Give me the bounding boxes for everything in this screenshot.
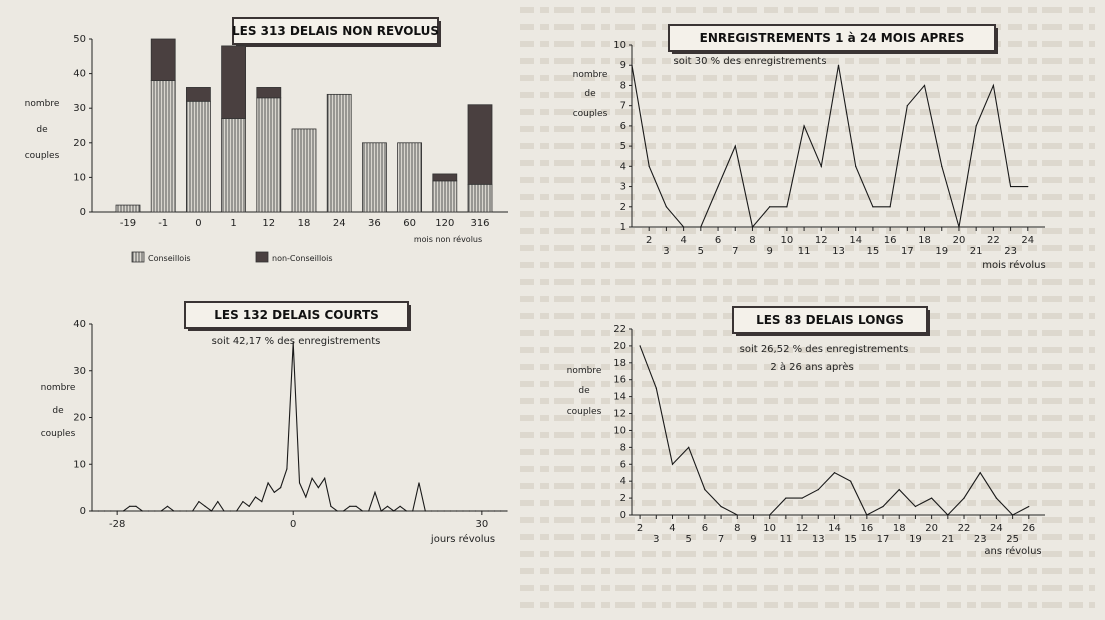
x-tick-label: 17 [876,534,890,545]
data-point [98,510,99,511]
bar-non-conseillois [257,87,281,97]
y-tick-label: 10 [613,40,626,51]
bar-conseillois [292,129,316,212]
data-point [818,489,819,490]
x-tick-label: 13 [832,246,845,257]
y-axis-label: nombre [566,366,602,376]
chart-subtitle: soit 26,52 % des enregistrements [739,344,909,355]
data-point [947,514,948,515]
bar-conseillois [116,205,140,212]
data-point [129,506,130,507]
data-point [267,482,268,483]
data-point [123,510,124,511]
y-axis-label: de [584,89,596,99]
data-point [110,510,111,511]
x-tick-label: 11 [797,246,811,257]
x-tick-label: 22 [957,523,971,534]
data-point [506,510,507,511]
x-tick-label: 12 [795,523,809,534]
y-tick-label: 2 [619,201,626,213]
x-tick-label: 4 [680,235,687,246]
bar-conseillois [222,119,246,212]
x-tick-label: 16 [860,523,874,534]
data-point [855,166,856,167]
bar-conseillois [362,143,386,212]
y-tick-label: 14 [613,391,626,403]
data-point [311,478,312,479]
x-tick-label: -1 [158,218,169,229]
x-tick-label: 0 [195,218,202,229]
data-point [752,226,753,227]
x-tick-label: 24 [990,523,1003,534]
y-axis-label: de [36,125,48,135]
y-tick-label: 4 [619,476,626,488]
data-point [907,105,908,106]
bar-non-conseillois [151,39,175,81]
data-point [205,506,206,507]
data-point [117,510,118,511]
x-tick-label: 7 [717,534,725,545]
chart-delais-non-revolus [25,18,508,263]
data-point [387,506,388,507]
data-point [475,510,476,511]
x-tick-label: 19 [935,246,949,257]
x-tick-label: 2 [636,523,644,534]
data-point [412,510,413,511]
data-point [437,510,438,511]
data-point [996,497,997,498]
data-point [418,482,419,483]
bar-conseillois [257,98,281,212]
x-tick-label: 60 [403,218,416,229]
data-point [142,510,143,511]
chart-title: LES 83 DELAIS LONGS [756,313,904,327]
x-tick-label: 316 [470,218,490,229]
data-point [1028,506,1029,507]
y-tick-label: 4 [619,161,626,173]
data-point [274,492,275,493]
bar-conseillois [468,184,492,212]
data-point [494,510,495,511]
data-point [769,206,770,207]
y-tick-label: 8 [619,442,626,454]
data-point [186,510,187,511]
data-point [135,506,136,507]
data-point [400,506,401,507]
x-tick-label: 18 [297,218,311,229]
y-tick-label: 0 [79,506,86,517]
y-tick-label: 8 [619,80,626,92]
x-tick-label: 20 [952,235,966,246]
y-tick-label: 30 [73,103,86,115]
data-point [286,468,287,469]
y-tick-label: 9 [619,60,626,72]
data-point [179,510,180,511]
data-point [330,506,331,507]
bar-conseillois [433,181,457,212]
data-point [915,506,916,507]
bar-conseillois [151,81,175,212]
data-point [280,487,281,488]
bar-non-conseillois [468,105,492,185]
data-point [786,206,787,207]
x-tick-label: 18 [892,523,906,534]
x-tick-label: 14 [849,235,863,246]
data-point [688,447,689,448]
x-axis-label: mois non révolus [413,235,483,244]
chart-title: ENREGISTREMENTS 1 à 24 MOIS APRES [699,31,965,45]
bar-non-conseillois [433,174,457,181]
data-point [450,510,451,511]
bar-non-conseillois [222,46,246,119]
y-axis-label: de [52,406,64,416]
x-tick-label: -28 [108,519,126,530]
y-axis-label: couples [40,429,76,439]
y-tick-label: 22 [613,324,626,335]
data-point [381,510,382,511]
bar-conseillois [186,101,210,212]
data-point [803,125,804,126]
y-tick-label: 3 [619,181,626,193]
data-point [173,510,174,511]
x-axis-label: ans révolus [984,546,1042,557]
x-tick-label: 14 [828,523,841,534]
data-point [720,506,721,507]
bar-non-conseillois [186,87,210,101]
data-point [753,514,754,515]
data-point [431,510,432,511]
y-axis-label: nombre [40,383,76,393]
y-tick-label: 16 [613,374,626,386]
data-point [349,506,350,507]
data-point [872,206,873,207]
x-tick-label: 10 [780,235,794,246]
y-tick-label: 7 [619,100,626,112]
x-tick-label: 22 [987,235,1000,246]
data-point [993,85,994,86]
x-tick-label: 2 [646,235,653,246]
data-point [834,472,835,473]
y-axis-label: couples [572,109,608,119]
data-point [148,510,149,511]
y-tick-label: 20 [73,137,86,149]
data-point [337,510,338,511]
data-point [444,510,445,511]
chart-2 [41,302,508,545]
data-point [704,489,705,490]
data-point [406,510,407,511]
data-point [958,226,959,227]
x-tick-label: 3 [663,246,670,257]
x-tick-label: 10 [763,523,777,534]
data-point [368,510,369,511]
data-point [456,510,457,511]
data-point [656,388,657,389]
y-tick-label: 18 [613,357,626,369]
x-tick-label: 6 [701,523,709,534]
y-tick-label: 6 [619,459,626,471]
x-tick-label: 21 [941,534,955,545]
data-point [261,501,262,502]
y-tick-label: 40 [73,319,86,330]
data-point [192,510,193,511]
x-tick-label: 19 [909,534,922,545]
data-point [631,65,632,66]
data-point [717,186,718,187]
x-tick-label: 25 [1006,534,1019,545]
data-point [737,514,738,515]
y-tick-label: 10 [613,425,626,437]
data-line [92,343,507,511]
data-point [362,510,363,511]
data-point [866,514,867,515]
data-point [324,478,325,479]
chart-subtitle: soit 42,17 % des enregistrements [211,336,381,347]
x-axis-label: jours révolus [430,534,496,545]
data-point [217,501,218,502]
chart-title: LES 132 DELAIS COURTS [214,308,379,322]
x-tick-label: 5 [697,246,705,257]
x-tick-label: 9 [750,534,757,545]
x-tick-label: 23 [1004,246,1017,257]
data-point [161,510,162,511]
data-point [941,166,942,167]
data-point [963,497,964,498]
data-point [882,506,883,507]
y-tick-label: 0 [619,510,626,521]
data-point [481,510,482,511]
legend-swatch-non-conseillois [256,252,268,262]
data-point [104,510,105,511]
data-point [838,65,839,66]
y-tick-label: 10 [73,459,86,471]
x-tick-label: 15 [866,246,880,257]
legend-swatch-conseillois [132,252,144,262]
y-tick-label: 20 [613,340,626,352]
y-tick-label: 30 [73,365,86,377]
data-point [242,501,243,502]
x-tick-label: 11 [779,534,793,545]
y-tick-label: 1 [619,222,626,233]
data-point [343,510,344,511]
data-point [769,514,770,515]
x-tick-label: 6 [714,235,722,246]
data-point [500,510,501,511]
data-point [91,510,92,511]
x-tick-label: 15 [844,534,858,545]
y-axis-label: nombre [24,99,60,109]
x-tick-label: 16 [883,235,897,246]
x-tick-label: 3 [653,534,660,545]
chart-subtitle-2: 2 à 26 ans après [770,362,854,373]
bar-conseillois [398,143,422,212]
x-tick-label: 7 [732,246,739,257]
x-tick-label: 24 [1021,235,1035,246]
x-tick-label: 8 [734,523,741,534]
data-point [700,226,701,227]
legend-label-non-conseillois: non-Conseillois [272,254,333,263]
data-point [462,510,463,511]
data-point [801,497,802,498]
data-point [1027,186,1028,187]
chart-title: LES 313 DELAIS NON REVOLUS [231,24,440,38]
x-axis-label: mois révolus [982,260,1046,271]
y-axis-label: couples [24,151,60,161]
y-tick-label: 12 [613,408,626,420]
chart-subtitle: soit 30 % des enregistrements [673,56,827,67]
data-point [249,506,250,507]
y-tick-label: 20 [73,412,86,424]
x-tick-label: 12 [262,218,276,229]
data-point [980,472,981,473]
data-point [488,510,489,511]
data-point [154,510,155,511]
y-tick-label: 6 [619,120,626,132]
data-point [899,489,900,490]
data-point [976,125,977,126]
y-axis-label: nombre [572,70,608,80]
x-tick-label: 21 [969,246,983,257]
data-point [683,226,684,227]
data-point [924,85,925,86]
x-tick-label: 1 [230,218,237,229]
data-point [211,510,212,511]
x-tick-label: 9 [766,246,773,257]
data-point [425,510,426,511]
y-tick-label: 5 [619,141,626,153]
data-point [255,496,256,497]
data-point [649,166,650,167]
data-point [890,206,891,207]
x-tick-label: 26 [1022,523,1036,534]
data-point [355,506,356,507]
x-tick-label: 30 [475,519,489,530]
data-point [469,510,470,511]
data-point [230,510,231,511]
data-point [1010,186,1011,187]
y-tick-label: 2 [619,493,626,505]
data-point [236,510,237,511]
data-point [305,496,306,497]
x-tick-label: 4 [669,523,676,534]
data-point [374,492,375,493]
y-tick-label: 40 [73,68,86,80]
x-tick-label: 0 [290,519,297,530]
y-tick-label: 10 [73,172,86,184]
y-axis-label: de [578,386,590,396]
bar-conseillois [327,94,351,212]
data-point [299,482,300,483]
data-point [735,146,736,147]
data-point [666,206,667,207]
data-point [198,501,199,502]
x-tick-label: -19 [119,218,137,229]
x-tick-label: 12 [814,235,828,246]
x-tick-label: 120 [435,218,455,229]
x-tick-label: 13 [811,534,825,545]
data-point [1012,514,1013,515]
x-tick-label: 18 [918,235,931,246]
legend-label-conseillois: Conseillois [148,254,191,263]
y-tick-label: 50 [73,34,86,45]
data-point [223,510,224,511]
data-point [785,497,786,498]
x-tick-label: 5 [685,534,692,545]
x-tick-label: 24 [332,218,346,229]
data-point [167,506,168,507]
x-tick-label: 23 [973,534,987,545]
data-point [931,497,932,498]
x-tick-label: 17 [900,246,914,257]
data-point [318,487,319,488]
x-tick-label: 36 [368,218,381,229]
data-point [639,345,640,346]
data-point [672,464,673,465]
data-point [821,166,822,167]
x-tick-label: 8 [749,235,756,246]
data-point [850,481,851,482]
x-tick-label: 20 [925,523,938,534]
data-point [393,510,394,511]
y-axis-label: couples [566,407,602,417]
y-tick-label: 0 [79,207,86,218]
